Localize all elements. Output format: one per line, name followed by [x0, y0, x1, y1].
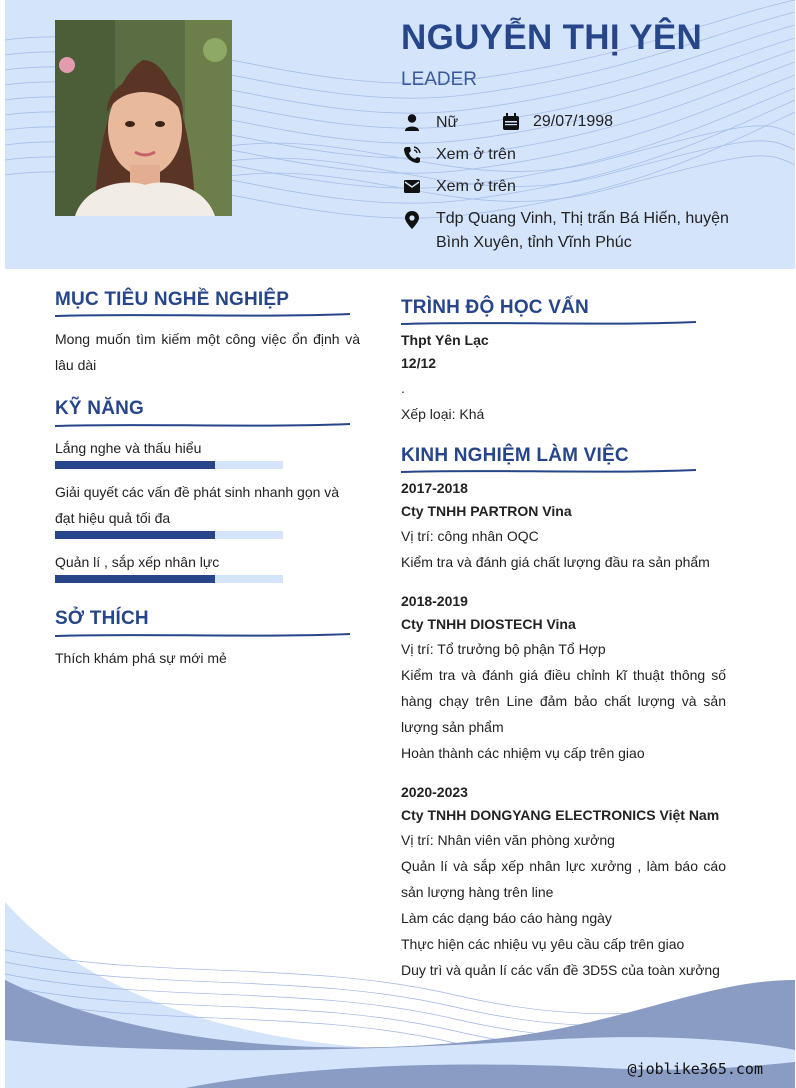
skill-label: Lắng nghe và thấu hiểu	[55, 440, 202, 456]
envelope-icon	[401, 176, 423, 196]
address-row	[401, 207, 761, 255]
job-period: 2018-2019	[401, 593, 468, 609]
hobbies-title: SỞ THÍCH	[55, 608, 149, 629]
candidate-name: NGUYỄN THỊ YÊN	[401, 18, 703, 57]
footer-brand: @joblike365.com	[627, 1060, 763, 1078]
job-company: Cty TNHH PARTRON Vina	[401, 503, 572, 519]
experience-underline	[401, 466, 696, 476]
job-period: 2017-2018	[401, 480, 468, 496]
cv-header	[5, 0, 795, 269]
education-dot: .	[401, 380, 405, 396]
job-duty: Kiểm tra và đánh giá chất lượng đầu ra sản phẩm	[401, 554, 710, 570]
skill-bar-fill	[55, 531, 215, 539]
email-row	[401, 175, 516, 199]
address-value: Tdp Quang Vinh, Thị trấn Bá Hiến, huyện Bình Xuyên, tỉnh Vĩnh Phúc	[436, 210, 729, 251]
map-pin-icon	[401, 210, 423, 230]
job-position: Vị trí: Nhân viên văn phòng xưởng	[401, 832, 615, 848]
job-duty: Hoàn thành các nhiệm vụ cấp trên giao	[401, 745, 645, 761]
skill-bar	[55, 461, 283, 469]
skill-bar	[55, 531, 283, 539]
dob-value: 29/07/1998	[533, 113, 614, 130]
skill-bar	[55, 575, 283, 583]
objective-text: Mong muốn tìm kiếm một công việc ổn định và lâu dài	[55, 331, 360, 373]
email-value: Xem ở trên	[436, 178, 516, 195]
cv-page	[5, 0, 795, 1088]
gender-value: Nữ	[436, 114, 459, 131]
education-rank: Xếp loại: Khá	[401, 406, 485, 422]
job-duty: Duy trì và quản lí các vấn đề 3D5S của toàn xưởng	[401, 962, 720, 978]
education-underline	[401, 318, 696, 328]
objective-underline	[55, 310, 350, 320]
skills-title: KỸ NĂNG	[55, 398, 145, 419]
job-position: Vị trí: công nhân OQC	[401, 528, 539, 544]
job-duty: Làm các dạng báo cáo hàng ngày	[401, 910, 612, 926]
job-duty: Thực hiện các nhiệu vụ yêu cầu cấp trên giao	[401, 936, 685, 952]
education-school: Thpt Yên Lạc	[401, 332, 489, 348]
job-company: Cty TNHH DONGYANG ELECTRONICS Việt Nam	[401, 807, 720, 823]
user-icon	[401, 112, 423, 132]
skill-label: Giải quyết các vấn đề phát sinh nhanh gọn và đạt hiệu quả tối đa	[55, 484, 340, 526]
phone-icon	[401, 144, 423, 164]
candidate-role: LEADER	[401, 69, 478, 90]
hobbies-underline	[55, 630, 350, 640]
job-company: Cty TNHH DIOSTECH Vina	[401, 616, 576, 632]
gender-row	[401, 111, 458, 135]
skill-bar-fill	[55, 461, 215, 469]
job-duty: Quản lí và sắp xếp nhân lực xưởng , làm báo cáo sản lượng hàng trên line	[401, 858, 726, 900]
skill-bar-fill	[55, 575, 215, 583]
job-position: Vị trí: Tổ trưởng bộ phận Tổ Hợp	[401, 641, 606, 657]
profile-photo	[55, 20, 232, 216]
skills-underline	[55, 420, 350, 430]
job-duty: Kiểm tra và đánh giá điều chỉnh kĩ thuật thông số hàng chạy trên Line đảm bảo chất lượng và sản lượng sản phẩm	[401, 667, 726, 735]
skill-label: Quản lí , sắp xếp nhân lực	[55, 554, 220, 570]
calendar-icon	[503, 113, 521, 131]
education-title: TRÌNH ĐỘ HỌC VẤN	[401, 297, 589, 318]
objective-title: MỤC TIÊU NGHỀ NGHIỆP	[55, 289, 290, 310]
hobbies-text: Thích khám phá sự mới mẻ	[55, 650, 227, 666]
job-period: 2020-2023	[401, 784, 468, 800]
phone-value: Xem ở trên	[436, 146, 516, 163]
dob-row	[503, 113, 613, 131]
experience-title: KINH NGHIỆM LÀM VIỆC	[401, 445, 629, 466]
phone-row	[401, 143, 516, 167]
education-grade: 12/12	[401, 355, 437, 371]
